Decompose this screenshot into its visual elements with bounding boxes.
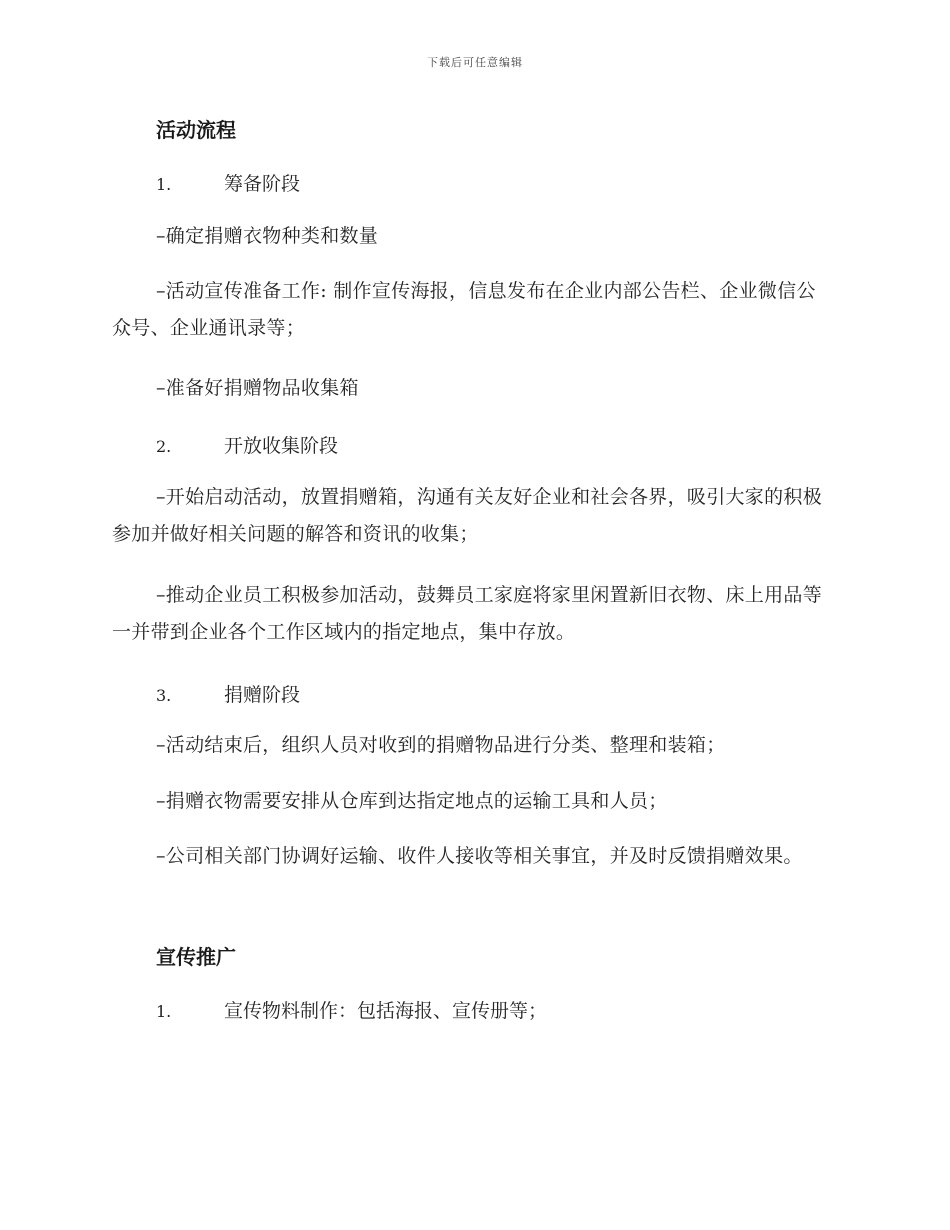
paragraph: –确定捐赠衣物种类和数量 (156, 225, 379, 247)
page-header-note: 下载后可任意编辑 (427, 56, 523, 69)
list-item-label: 筹备阶段 (224, 173, 301, 195)
paragraph: –活动结束后，组织人员对收到的捐赠物品进行分类、整理和装箱； (156, 734, 726, 756)
paragraph: –准备好捐赠物品收集箱 (156, 377, 359, 399)
list-number: 1. (156, 175, 172, 194)
list-item-label: 捐赠阶段 (224, 684, 301, 706)
paragraph: –开始启动活动，放置捐赠箱，沟通有关友好企业和社会各界，吸引大家的积极参加并做好相关问题的解答和资讯的收集； (112, 486, 823, 545)
section-heading-promotion: 宣传推广 (156, 945, 236, 969)
list-item-promo-1 (156, 996, 876, 1023)
list-number: 1. (156, 1002, 172, 1021)
list-item-stage-3 (156, 680, 876, 707)
section-heading-activity-flow: 活动流程 (156, 118, 236, 142)
paragraph: –捐赠衣物需要安排从仓库到达指定地点的运输工具和人员； (156, 790, 668, 812)
list-number: 2. (156, 437, 172, 456)
paragraph: –推动企业员工积极参加活动，鼓舞员工家庭将家里闲置新旧衣物、床上用品等一并带到企业各个工作区域内的指定地点，集中存放。 (112, 584, 823, 643)
list-number: 3. (156, 686, 172, 705)
list-item-stage-1 (156, 169, 876, 196)
list-item-label: 开放收集阶段 (224, 435, 339, 457)
paragraph: –活动宣传准备工作: 制作宣传海报，信息发布在企业内部公告栏、企业微信公众号、企业通讯录等； (112, 280, 816, 339)
list-item-label: 宣传物料制作：包括海报、宣传册等； (224, 1000, 548, 1022)
list-item-stage-2 (156, 431, 876, 458)
paragraph: –公司相关部门协调好运输、收件人接收等相关事宜，并及时反馈捐赠效果。 (156, 845, 803, 867)
